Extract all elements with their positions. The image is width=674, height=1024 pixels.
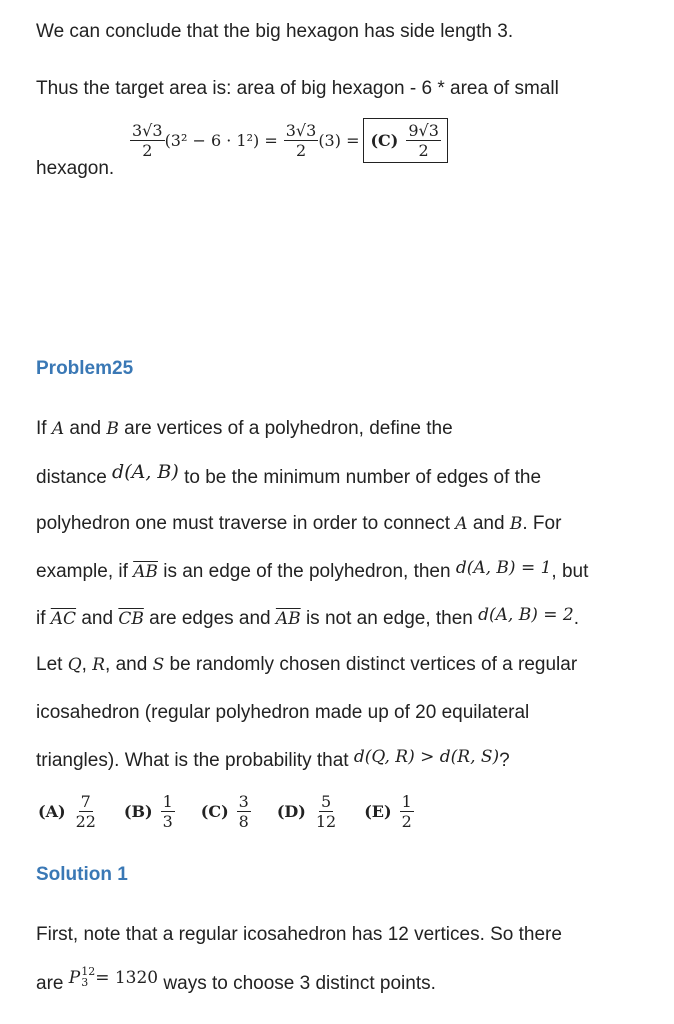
text-line [36,512,561,536]
math-expr: d(Q, R) > d(R, S) [353,747,500,767]
math-expr: d(A, B) [112,461,179,483]
area-equation [130,118,448,163]
choice-d [277,792,338,831]
denominator: 12 [315,812,337,831]
text: example, if [36,561,134,582]
text-line [36,653,577,677]
fraction [284,121,319,160]
math-var: Q [67,655,82,675]
text: if [36,608,51,629]
text-line: We can conclude that the big hexagon has side length 3. [36,21,514,42]
choice-label: (A) [38,802,66,821]
text: ways to choose 3 distinct points. [158,973,436,994]
math-segment: $\overline{AB}$ [275,609,301,629]
choice-label: (B) [123,802,153,821]
math-segment: $\overline{CB}$ [118,609,144,629]
subscript: 3 [81,976,89,989]
text: is an edge of the polyhedron, then [157,561,456,582]
text-line: Thus the target area is: area of big hexagon - 6 * area of small [36,78,559,99]
numerator: 9√3 [408,121,439,140]
math-var: A [51,419,65,439]
denominator: 8 [238,812,249,831]
text: , and [105,654,153,675]
choice-b [124,792,175,831]
text-line [36,749,510,773]
math-permutation [69,966,158,990]
choice-label: (D) [276,802,306,821]
choice-a [38,792,98,831]
text: are [36,973,69,994]
numerator: 3√3 [285,121,317,140]
numerator: 1 [162,792,173,811]
numerator: 7 [80,792,91,811]
text-line: First, note that a regular icosahedron has 12 vertices. So there [36,924,562,945]
math-var: A [455,514,468,534]
denominator: 3 [162,812,173,831]
choice-c [201,792,251,831]
solution-heading: Solution 1 [36,864,128,885]
text: is not an edge, then [300,608,479,629]
answer-choices [38,792,440,831]
denominator: 2 [295,141,307,160]
math-var: B [106,419,119,439]
expression: (3) = [318,131,360,150]
choice-label: (C) [200,802,229,821]
choice-e [364,792,414,831]
text: polyhedron one must traverse in order to connect [36,513,456,534]
text-line [36,965,436,996]
problem-heading: Problem25 [36,358,134,379]
math-segment: $\overline{AB}$ [133,562,158,582]
text: Let [36,654,68,675]
text: and [467,513,510,534]
text: , [81,654,93,675]
text-line: icosahedron (regular polyhedron made up of 20 equilateral [36,702,530,723]
math-var: P [68,968,81,988]
text-line [36,461,542,490]
text: triangles). What is the probability that [36,750,354,771]
math-expr: d(A, B) = 2 [478,605,574,625]
text-line [36,417,453,441]
text: and [64,418,107,439]
text: ? [499,750,510,771]
text: If [36,418,52,439]
text-line: hexagon. [36,158,115,179]
text: to be the minimum number of edges of the [178,467,542,488]
numerator: 3 [238,792,249,811]
answer-label: (C) [370,131,399,150]
text: are edges and [143,608,276,629]
math-expr: = 1320 [95,968,159,988]
text: . [573,608,580,629]
text-line [36,560,588,584]
math-segment: $\overline{AC}$ [50,609,77,629]
numerator: 1 [401,792,412,811]
text: be randomly chosen distinct vertices of a regular [164,654,578,675]
choice-label: (E) [364,802,392,821]
math-var: S [152,655,165,675]
denominator: 2 [142,141,153,160]
superscript: 12 [81,965,96,978]
boxed-answer [363,118,447,163]
denominator: 2 [401,812,412,831]
math-expr: d(A, B) = 1 [455,558,552,578]
expression: (3² − 6 · 1²) = [164,131,278,150]
math-var: R [92,655,106,675]
text: . For [522,513,562,534]
numerator: 5 [320,792,332,811]
text: , but [551,561,589,582]
math-var: B [509,514,523,534]
numerator: 3√3 [132,121,163,140]
text: distance [36,467,113,488]
text-line [36,607,579,631]
fraction [406,121,441,160]
text: are vertices of a polyhedron, define the [118,418,453,439]
fraction [130,121,165,160]
denominator: 22 [75,812,96,831]
denominator: 2 [418,141,429,160]
text: and [76,608,119,629]
